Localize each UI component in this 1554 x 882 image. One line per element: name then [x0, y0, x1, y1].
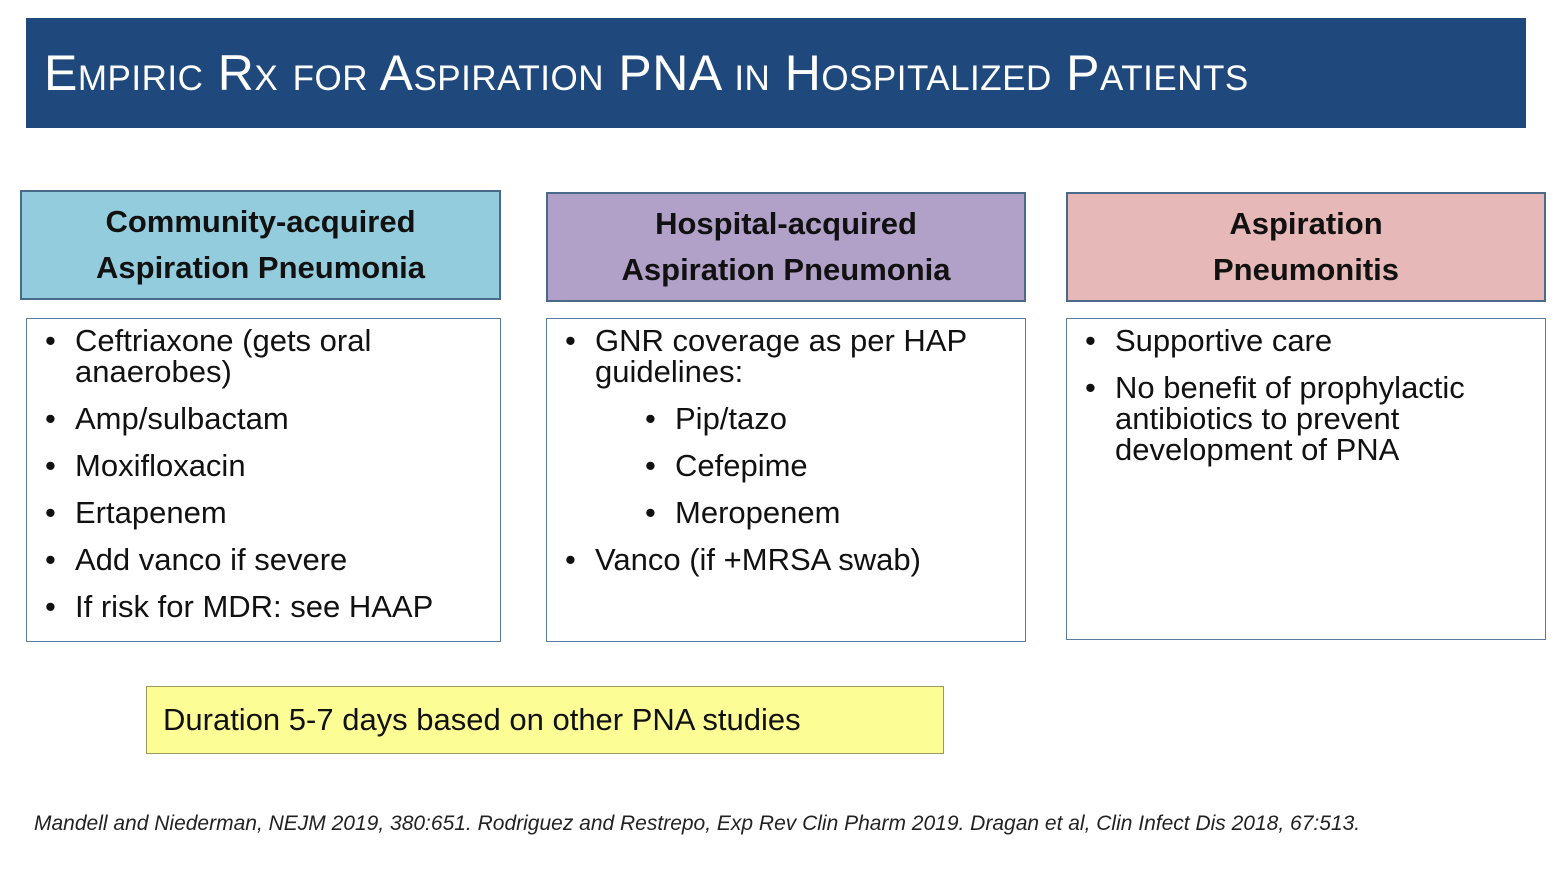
sub-list-item: • Meropenem [645, 497, 1013, 528]
list-item: • GNR coverage as per HAP guidelines: [565, 325, 1013, 387]
col-body-hospital [546, 318, 1026, 642]
list-item: • Add vanco if severe [45, 544, 488, 575]
col-body-pneumonitis [1066, 318, 1546, 640]
col-header-hospital [546, 192, 1026, 302]
col-header-community [20, 190, 501, 300]
list-item: • Supportive care [1085, 325, 1533, 356]
col-header-line1: Hospital-acquired [655, 206, 917, 241]
col-header-line2: Aspiration Pneumonia [96, 250, 425, 285]
list-item: • Moxifloxacin [45, 450, 488, 481]
page-title: Empiric Rx for Aspiration PNA in Hospitalized Patients [44, 45, 1249, 101]
bullet-list [565, 325, 1013, 575]
bullet-list [1085, 325, 1533, 465]
duration-note: Duration 5-7 days based on other PNA studies [146, 686, 944, 754]
title-bar [26, 18, 1526, 128]
col-header-line1: Aspiration [1229, 206, 1383, 241]
col-header-line2: Pneumonitis [1212, 252, 1399, 287]
bullet-list [45, 325, 488, 622]
col-header-pneumonitis [1066, 192, 1546, 302]
list-item: • Vanco (if +MRSA swab) [565, 544, 1013, 575]
sub-list-item: • Pip/tazo [645, 403, 1013, 434]
list-item: • If risk for MDR: see HAAP [45, 591, 488, 622]
list-item: • No benefit of prophylactic antibiotics to prevent development of PNA [1085, 372, 1533, 465]
col-body-community [26, 318, 501, 642]
col-header-line2: Aspiration Pneumonia [621, 252, 951, 287]
col-header-line1: Community-acquired [105, 204, 416, 239]
citation: Mandell and Niederman, NEJM 2019, 380:651. Rodriguez and Restrepo, Exp Rev Clin Pharm 2019. Dragan et al, Clin Infect Dis 2018, 67:513. [34, 812, 1361, 835]
list-item: • Ceftriaxone (gets oral anaerobes) [45, 325, 488, 387]
list-item: • Amp/sulbactam [45, 403, 488, 434]
list-item: • Ertapenem [45, 497, 488, 528]
sub-list-item: • Cefepime [645, 450, 1013, 481]
